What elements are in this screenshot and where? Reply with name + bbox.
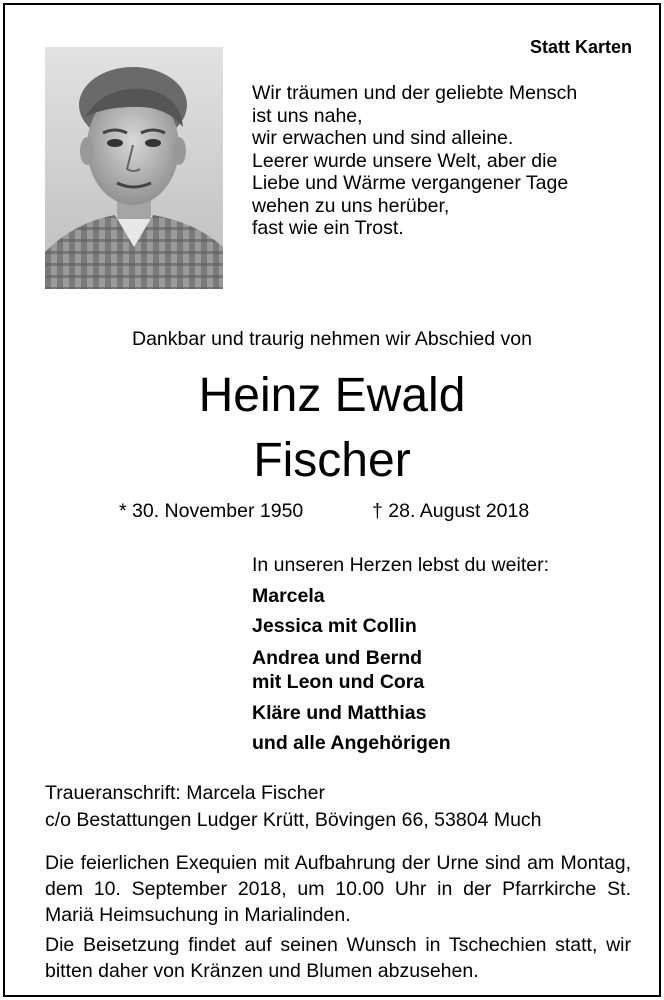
address-line: Traueranschrift: Marcela Fischer: [45, 782, 325, 804]
mourner-name: Kläre und Matthias: [252, 702, 427, 724]
mourner-name: Jessica mit Collin: [252, 615, 417, 637]
deceased-last-name: Fischer: [253, 434, 411, 487]
poem-line: Liebe und Wärme vergangener Tage: [252, 172, 569, 194]
poem: [252, 82, 577, 240]
service-details: [45, 850, 631, 984]
mourner-name: mit Leon und Cora: [252, 671, 425, 693]
mourners-heading: In unseren Herzen lebst du weiter:: [252, 554, 549, 576]
mourning-address: [45, 780, 542, 834]
portrait-image: [45, 47, 223, 289]
service-paragraph: Die feierlichen Exequien mit Aufbahrung der Urne sind am Montag, dem 10. September 2018, um 10.00 Uhr in der Pfarrkirche St. Mariä Heimsuchung in Marialinden.: [45, 852, 631, 926]
address-line: c/o Bestattungen Ludger Krütt, Bövingen 66, 53804 Much: [45, 809, 542, 831]
mourner-name: Marcela: [252, 585, 325, 607]
burial-paragraph: Die Beisetzung findet auf seinen Wunsch in Tschechien statt, wir bitten daher von Kränzen und Blumen abzusehen.: [45, 934, 631, 982]
poem-line: fast wie ein Trost.: [252, 217, 404, 239]
mourner-name: Andrea und Bernd: [252, 647, 423, 669]
deceased-first-names: Heinz Ewald: [198, 369, 466, 422]
poem-line: Wir träumen und der geliebte Mensch: [252, 82, 578, 104]
poem-line: wehen zu uns herüber,: [252, 194, 450, 217]
poem-line: ist uns nahe,: [252, 104, 363, 127]
mourner-name: und alle Angehörigen: [252, 732, 451, 754]
statt-karten-label: Statt Karten: [529, 37, 632, 57]
death-date: † 28. August 2018: [372, 500, 530, 522]
poem-line: Leerer wurde unsere Welt, aber die: [252, 149, 558, 172]
farewell-intro: Dankbar und traurig nehmen wir Abschied von: [132, 328, 532, 350]
poem-line: wir erwachen und sind alleine.: [252, 127, 514, 149]
portrait-photo: [45, 47, 223, 289]
birth-date: * 30. November 1950: [119, 500, 304, 522]
obituary-card: [3, 3, 661, 997]
